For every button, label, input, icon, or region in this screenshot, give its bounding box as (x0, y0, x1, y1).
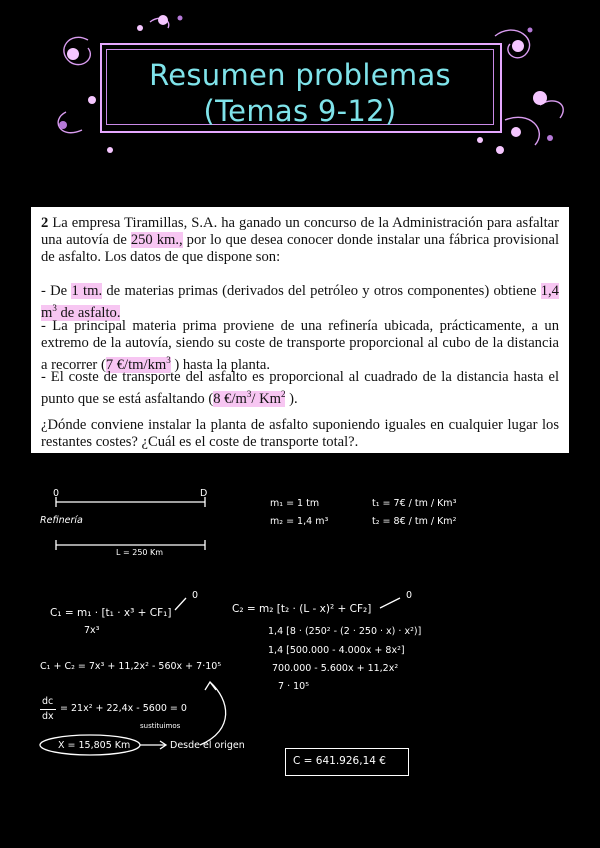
t2-value: t₂ = 8€ / tm / Km² (372, 516, 457, 527)
sustituimos-label: sustituimos (140, 722, 181, 730)
problem-bullet-1: - De 1 tm. de materias primas (derivados del petróleo y otros componentes) obtiene 1,4 $m^3$ de asfalto. (41, 283, 559, 321)
m2-value: m₂ = 1,4 m³ (270, 516, 329, 527)
derivative-numerator: dc (42, 696, 54, 707)
problem-intro: 2 La empresa Tiramillas, S.A. ha ganado un concurso de la Administración para asfaltar una autovía de 250 km., por lo que desea conocer donde instalar una fábrica provisional de asfalto. Los datos de que dispone son: (41, 215, 560, 265)
m1-value: m₁ = 1 tm (270, 498, 320, 509)
length-label: L = 250 Km (116, 548, 164, 557)
c2-formula: C₂ = m₂ [t₂ · (L - x)² + CF₂] (232, 603, 372, 615)
c2-line-2: 1,4 [500.000 - 4.000x + 8x²] (268, 645, 405, 656)
x-result: X = 15,805 Km (58, 740, 131, 751)
c2-line-4: 7 · 10⁵ (278, 681, 310, 692)
arrow-curve (200, 682, 226, 745)
c1-zero: 0 (192, 590, 199, 601)
title-line-2: (Temas 9-12) (203, 94, 397, 128)
c1-formula: C₁ = m₁ · [t₁ · x³ + CF₁] (50, 607, 172, 619)
c2-line-3: 700.000 - 5.600x + 11,2x² (272, 663, 399, 674)
c2-line-1: 1,4 [8 · (250² - (2 · 250 · x) · x²)] (268, 626, 422, 637)
sum-formula: C₁ + C₂ = 7x³ + 11,2x² - 560x + 7·10⁵ (40, 661, 222, 672)
t1-value: t₁ = 7€ / tm / Km³ (372, 498, 457, 509)
c1-result: 7x³ (84, 625, 100, 636)
problem-bullet-2: - La principal materia prima proviene de una refinería ubicada, prácticamente, a un extremo de la autovía, siendo su coste de transporte proporcional al cubo de la distancia a recorrer (7 $€/tm/km^3$ ) hasta la planta. (41, 318, 559, 373)
derivative-denominator: dx (42, 711, 54, 722)
problem-bullet-3: - El coste de transporte del asfalto es proporcional al cuadrado de la distancia hasta el punto que se está asfaltando (8 $€/m^3/$ Km$^2$ ). (41, 369, 559, 407)
origin-note: Desde el origen (170, 740, 245, 751)
title-line-1: Resumen problemas (149, 58, 451, 92)
refineria-label: Refinería (40, 515, 83, 526)
fraction-bar (40, 709, 56, 710)
distance-label: D (200, 488, 208, 499)
total-cost: C = 641.926,14 € (293, 755, 386, 767)
problem-card (31, 207, 569, 453)
derivative-equation: = 21x² + 22,4x - 5600 = 0 (60, 703, 187, 714)
c2-zero: 0 (406, 590, 413, 601)
origin-label: 0 (53, 488, 60, 499)
problem-question: ¿Dónde conviene instalar la planta de asfalto suponiendo iguales en cualquier lugar los restantes costes? ¿Cuál es el coste de transporte total?. (41, 417, 559, 450)
